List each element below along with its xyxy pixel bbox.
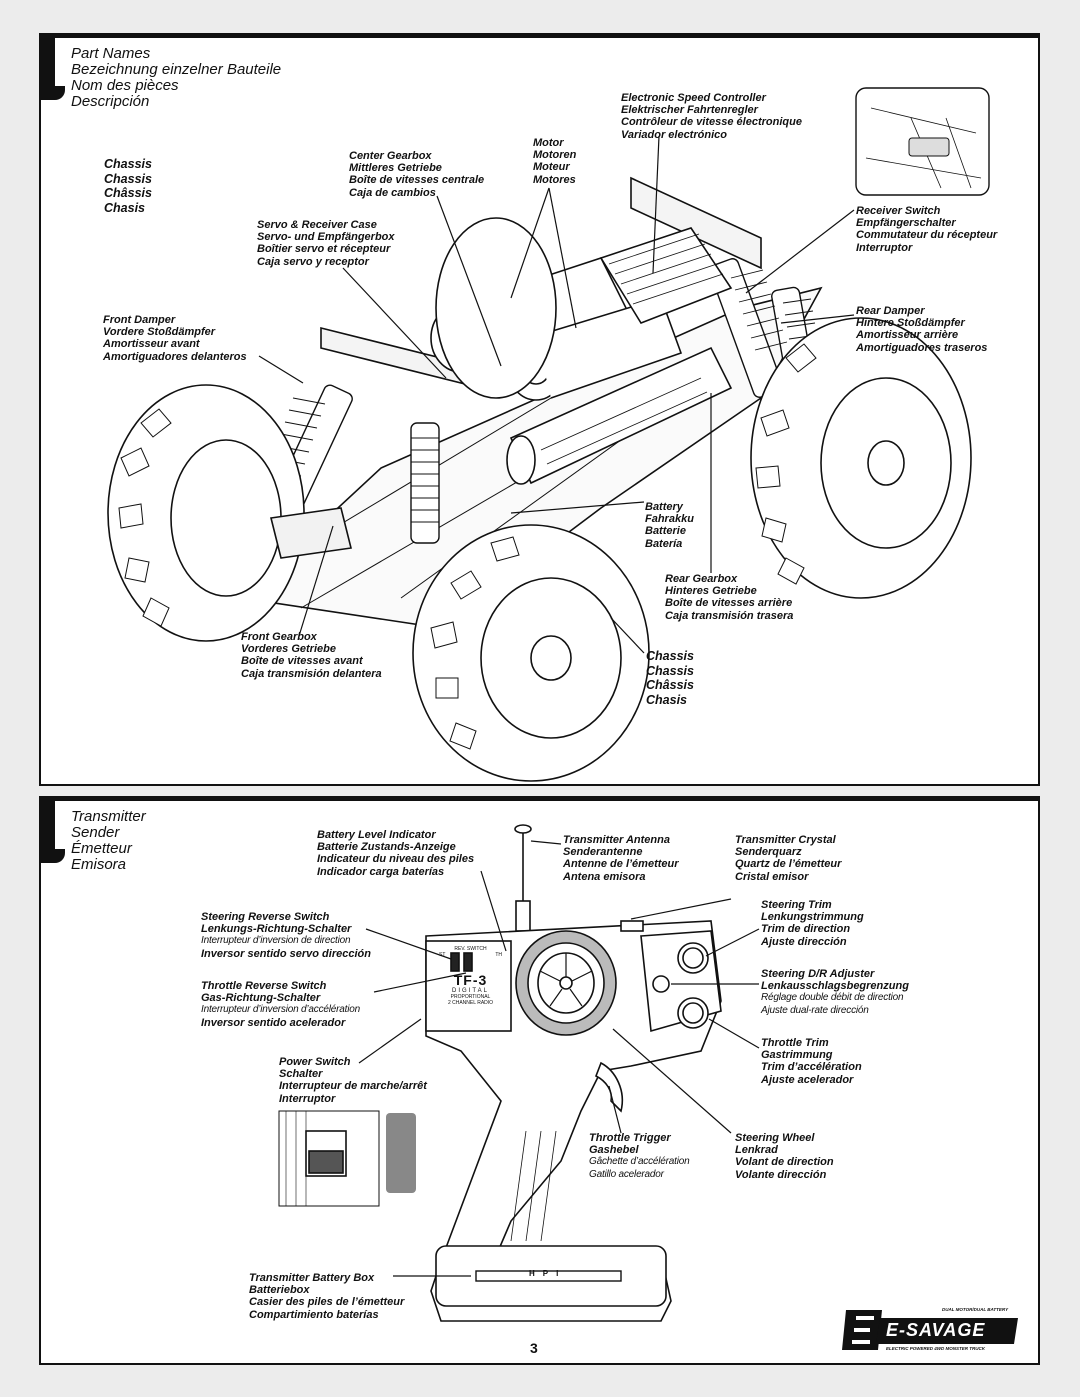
transmitter-illustration (41, 801, 1040, 1365)
part-names-panel (39, 33, 1040, 786)
label-battery-box: Transmitter Battery Box Batteriebox Casier des piles de l’émetteur Compartimiento baterías (249, 1272, 405, 1321)
label-rear-damper: Rear Damper Hintere Stoßdämpfer Amortisseur arrière Amortiguadores traseros (856, 305, 988, 354)
label-servo-case: Servo & Receiver Case Servo- und Empfängerbox Boîtier servo et récepteur Caja servo y receptor (257, 219, 395, 268)
label-throttle-trim: Throttle Trim Gastrimmung Trim d’accélération Ajuste acelerador (761, 1037, 862, 1086)
logo-top-text: DUAL MOTOR/DUAL BATTERY (942, 1307, 1009, 1312)
label-steering-dr: Steering D/R Adjuster Lenkausschlagsbegrenzung Réglage double débit de direction Ajuste dual-rate dirección (761, 968, 909, 1016)
hpi-brand-logo: HPI (529, 1269, 567, 1278)
switch-st-label: ST (439, 952, 446, 958)
model-name: TF-3 (453, 972, 488, 988)
section-title-part-names: Part Names Bezeichnung einzelner Bauteile Nom des pièces Descripción (71, 45, 282, 110)
section-title-transmitter: Transmitter Sender Émetteur Emisora (71, 808, 146, 873)
switch-th-label: TH (495, 952, 502, 958)
label-esc: Electronic Speed Controller Elektrischer Fahrtenregler Contrôleur de vitesse électronique Variador electrónico (621, 92, 802, 141)
label-rear-gearbox: Rear Gearbox Hinteres Getriebe Boîte de vitesses arrière Caja transmisión trasera (665, 573, 794, 622)
label-steering-reverse: Steering Reverse Switch Lenkungs-Richtung-Schalter Interrupteur d’inversion de direction Inversor sentido servo dirección (201, 911, 371, 960)
label-steering-wheel: Steering Wheel Lenkrad Volant de direction Volante dirección (735, 1132, 834, 1181)
transmitter-panel (39, 796, 1040, 1365)
logo-bottom-text: ELECTRIC POWERED 4WD MONSTER TRUCK (886, 1346, 985, 1351)
label-power-switch: Power Switch Schalter Interrupteur de marche/arrêt Interruptor (279, 1056, 427, 1105)
label-receiver-switch: Receiver Switch Empfängerschalter Commutateur du récepteur Interruptor (856, 205, 998, 254)
label-motor: Motor Motoren Moteur Motores (533, 137, 577, 186)
label-battery-level: Battery Level Indicator Batterie Zustands-Anzeige Indicateur du niveau des piles Indicador carga baterías (317, 829, 475, 878)
face-line3: 2 CHANNEL RADIO (447, 1000, 494, 1006)
e-savage-logo (842, 1306, 1020, 1354)
rev-switch-label: REV. SWITCH (454, 946, 487, 952)
label-throttle-trigger: Throttle Trigger Gashebel Gâchette d’accélération Gatillo acelerador (589, 1132, 690, 1180)
label-center-gearbox: Center Gearbox Mittleres Getriebe Boîte de vitesses centrale Caja de cambios (349, 150, 485, 199)
label-battery: Battery Fahrakku Batterie Batería (645, 501, 694, 550)
face-line1: DIGITAL (452, 988, 489, 994)
label-front-gearbox: Front Gearbox Vorderes Getriebe Boîte de vitesses avant Caja transmisión delantera (241, 631, 382, 680)
logo-main-text: E-SAVAGE (886, 1320, 986, 1340)
label-chassis-bottom: Chassis Chassis Châssis Chasis (646, 649, 694, 707)
label-throttle-reverse: Throttle Reverse Switch Gas-Richtung-Schalter Interrupteur d’inversion d’accélération Inversor sentido acelerador (201, 980, 360, 1029)
label-steering-trim: Steering Trim Lenkungstrimmung Trim de direction Ajuste dirección (761, 899, 864, 948)
page-number: 3 (530, 1340, 538, 1356)
label-chassis-top: Chassis Chassis Châssis Chasis (104, 157, 152, 215)
transmitter-faceplate (433, 946, 508, 1006)
label-crystal: Transmitter Crystal Senderquarz Quartz de l’émetteur Cristal emisor (735, 834, 842, 883)
face-line2: PROPORTIONAL (450, 994, 491, 1000)
label-front-damper: Front Damper Vordere Stoßdämpfer Amortisseur avant Amortiguadores delanteros (103, 314, 247, 363)
label-antenna: Transmitter Antenna Senderantenne Antenne de l’émetteur Antena emisora (563, 834, 679, 883)
